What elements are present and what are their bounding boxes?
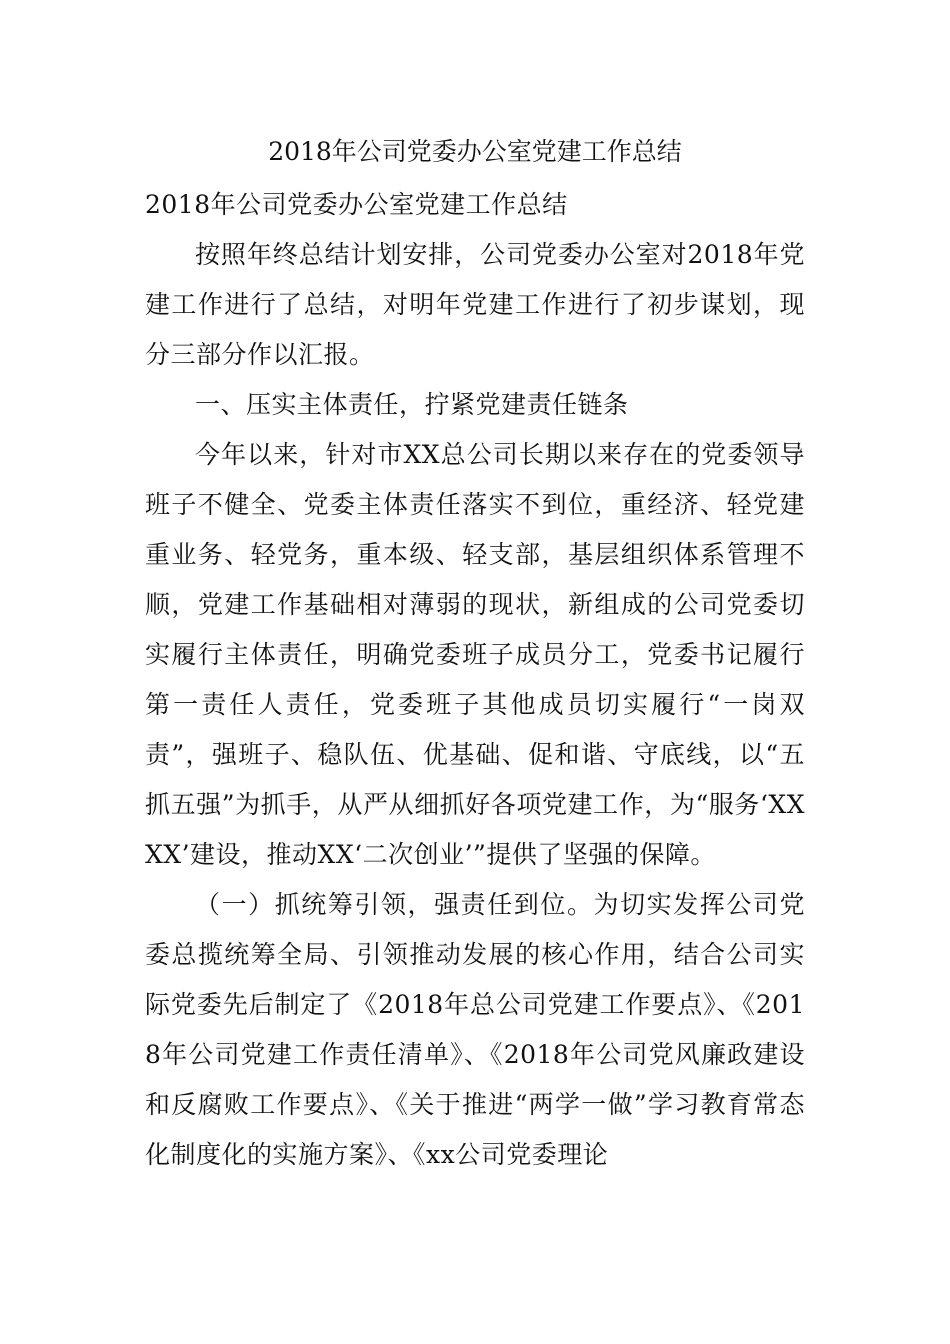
document-subtitle: 2018年公司党委办公室党建工作总结 <box>145 190 568 219</box>
paragraph-background: 今年以来，针对市XX总公司长期以来存在的党委领导班子不健全、党委主体责任落实不到位，重经济、轻党建重业务、轻党务，重本级、轻支部，基层组织体系管理不顺，党建工作基础相对薄弱的现状，新组成的公司党委切实履行主体责任，明确党委班子成员分工，党委书记履行第一责任人责任，党委班子其他成员切实履行“一岗双责”，强班子、稳队伍、优基础、促和谐、守底线，以“五抓五强”为抓手，从严从细抓好各项党建工作，为“服务‘XXXX’建设，推动XX‘二次创业’”提供了坚强的保障。 <box>145 440 805 869</box>
section-heading-1: 一、压实主体责任，拧紧党建责任链条 <box>195 390 629 419</box>
paragraph-intro: 按照年终总结计划安排，公司党委办公室对2018年党建工作进行了总结，对明年党建工作进行了初步谋划，现分三部分作以汇报。 <box>145 240 805 369</box>
paragraph-subsection-1: （一）抓统筹引领，强责任到位。为切实发挥公司党委总揽统筹全局、引领推动发展的核心作用，结合公司实际党委先后制定了《2018年总公司党建工作要点》、《2018年公司党建工作责任清单》、《2018年公司党风廉政建设和反腐败工作要点》、《关于推进“两学一做”学习教育常态化制度化的实施方案》、《xx公司党委理论 <box>145 890 805 1169</box>
document-title: 2018年公司党委办公室党建工作总结 <box>268 137 682 166</box>
document-body <box>145 180 805 1180</box>
